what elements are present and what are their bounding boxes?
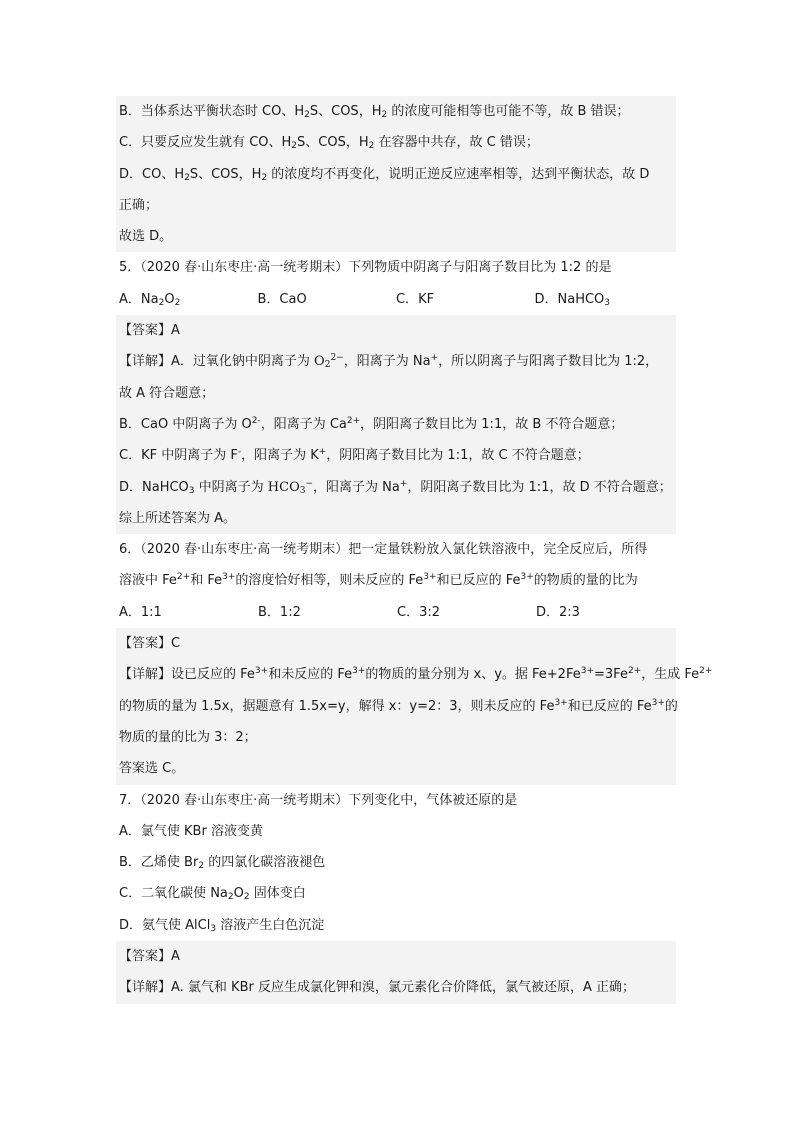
option-d: D．NaHCO$_3$ bbox=[534, 291, 611, 308]
answer-line: 【答案】A bbox=[116, 315, 676, 346]
option-a: A．$Na_2O_2$ bbox=[119, 291, 181, 308]
peroxide-ion-formula: $O_2^{2-}$ bbox=[314, 353, 344, 371]
option-b: B．CaO bbox=[257, 291, 307, 307]
explanation-line: 【详解】设已反应的 $Fe^{3+}$和未反应的 $Fe^{3+}$的物质的量分别为 x、y。据 $Fe+2Fe^{3+}=3Fe^{2+}$，生成 $Fe^{2+}$ bbox=[116, 659, 676, 690]
question-7: 7．（2020 春·山东枣庄·高一统考期末）下列变化中，气体被还原的是 bbox=[119, 792, 518, 808]
answer-line: 【答案】A bbox=[116, 941, 676, 972]
explanation-line: 【详解】A．过氧化钠中阴离子为 $O_2^{2-}$，阳离子为 Na+，所以阴离子与阳离子数目比为 1:2， bbox=[116, 346, 676, 377]
option-d: D．2:3 bbox=[536, 604, 580, 620]
explanation-line: 故选 D。 bbox=[116, 221, 676, 252]
question-6-cont: 溶液中 $Fe^{2+}$和 $Fe^{3+}$的溶度恰好相等，则未反应的 $Fe^{3+}$和已反应的 $Fe^{3+}$的物质的量的比为 bbox=[119, 572, 638, 589]
explanation-line: 答案选 C。 bbox=[116, 753, 676, 784]
question-6: 6．（2020 春·山东枣庄·高一统考期末）把一定量铁粉放入氯化铁溶液中，完全反应后，所得 bbox=[119, 542, 648, 558]
explanation-line: 的物质的量为 1.5x，据题意有 1.5x=y，解得 x：y=2：3，则未反应的 $Fe^{3+}$和已反应的 $Fe^{3+}$的 bbox=[116, 691, 676, 722]
explanation-line: C．KF 中阴离子为 F-，阳离子为 K+，阴阳离子数目比为 1:1，故 C 不符合题意； bbox=[116, 440, 676, 471]
explanation-line: C．只要反应发生就有 CO、$H_2S$、COS，$H_2$ 在容器中共存，故 C 错误； bbox=[116, 127, 676, 158]
option-b: B．乙烯使 $Br_2$ 的四氯化碳溶液褪色 bbox=[119, 855, 326, 872]
option-d: D．氨气使 AlCl$_3$ 溶液产生白色沉淀 bbox=[119, 917, 325, 934]
question-6-options bbox=[116, 597, 676, 628]
option-b: B．1:2 bbox=[258, 604, 301, 620]
bicarbonate-ion-formula: $HCO_3^-$ bbox=[267, 478, 314, 496]
answer-line: 【答案】C bbox=[116, 628, 676, 659]
document-body bbox=[116, 96, 713, 1004]
explanation-line: 【详解】A. 氯气和 KBr 反应生成氯化钾和溴，氯元素化合价降低，氯气被还原，A 正确； bbox=[116, 972, 676, 1003]
question-5-options bbox=[116, 284, 676, 315]
option-c: C．二氧化碳使 $Na_2O_2$ 固体变白 bbox=[119, 886, 306, 903]
explanation-line: D．NaHCO$_3$ 中阴离子为 $HCO_3^-$，阳离子为 Na+，阴阳离子数目比为 1:1，故 D 不符合题意； bbox=[116, 472, 676, 503]
explanation-line: 综上所述答案为 A。 bbox=[116, 503, 676, 534]
option-a: A．氯气使 KBr 溶液变黄 bbox=[119, 823, 263, 839]
option-c: C．KF bbox=[396, 291, 435, 307]
option-a: A．1:1 bbox=[119, 604, 162, 620]
explanation-line: 故 A 符合题意； bbox=[116, 378, 676, 409]
explanation-line: B．当体系达平衡状态时 CO、$H_2S$、COS，$H_2$ 的浓度可能相等也可能不等，故 B 错误； bbox=[116, 96, 676, 127]
explanation-line: 物质的量的比为 3：2； bbox=[116, 722, 676, 753]
explanation-line: D．CO、$H_2S$、COS，$H_2$ 的浓度均不再变化，说明正逆反应速率相等，达到平衡状态，故 D bbox=[116, 159, 676, 190]
question-5: 5．（2020 春·山东枣庄·高一统考期末）下列物质中阴离子与阳离子数目比为 1:2 的是 bbox=[119, 260, 612, 276]
explanation-line: B．CaO 中阴离子为 $O^{2-}$，阳离子为 $Ca^{2+}$，阴阳离子数目比为 1:1，故 B 不符合题意； bbox=[116, 409, 676, 440]
option-c: C．3:2 bbox=[397, 604, 440, 620]
explanation-line: 正确； bbox=[116, 190, 676, 221]
